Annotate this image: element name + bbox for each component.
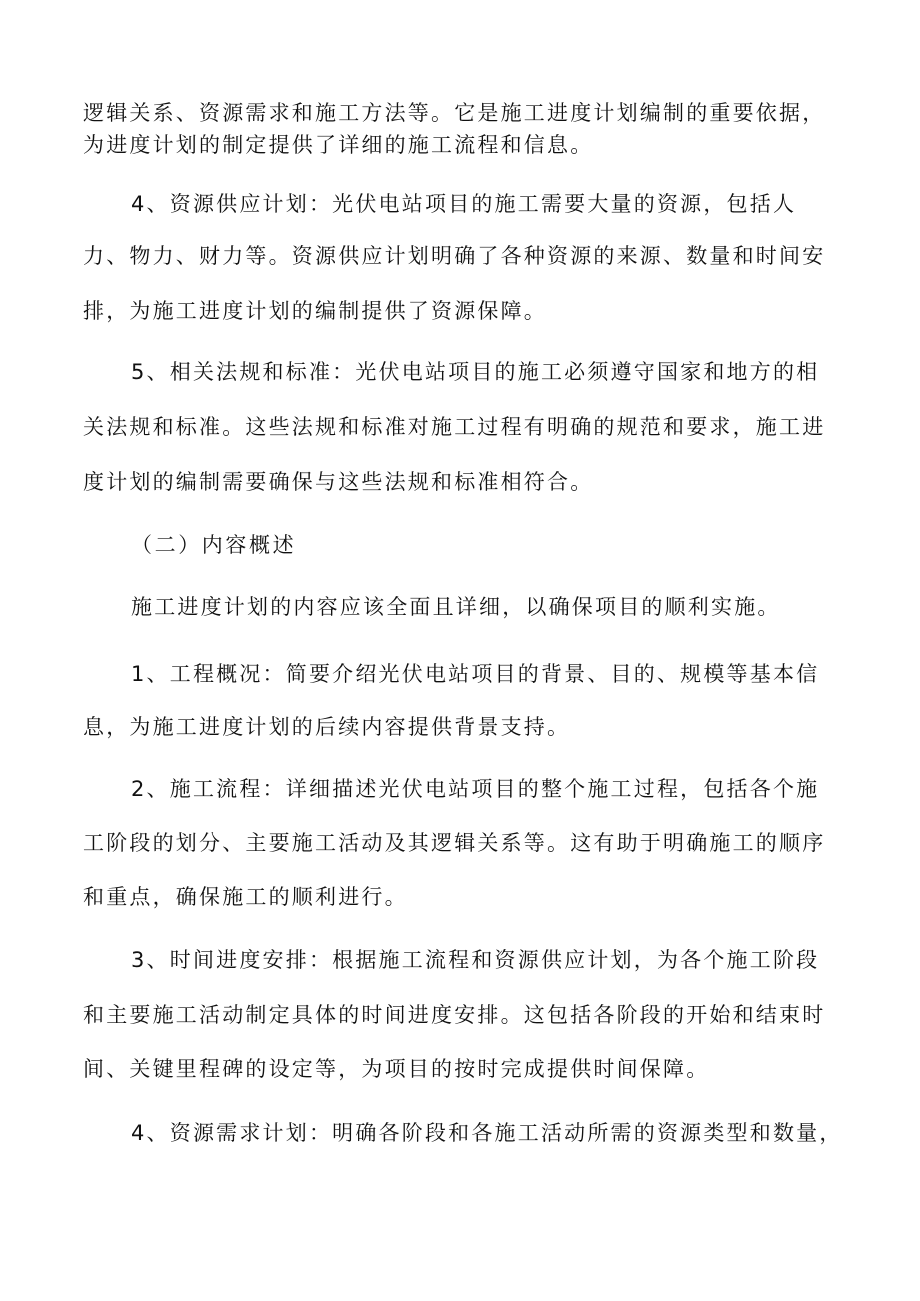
text-line: 1、工程概况：简要介绍光伏电站项目的背景、目的、规模等基本信 bbox=[131, 662, 820, 686]
text-line: 和重点，确保施工的顺利进行。 bbox=[83, 885, 408, 909]
text-line: 关法规和标准。这些法规和标准对施工过程有明确的规范和要求，施工进 bbox=[83, 415, 826, 439]
text-line: 间、关键里程碑的设定等，为项目的按时完成提供时间保障。 bbox=[83, 1057, 710, 1081]
text-line: 4、资源供应计划：光伏电站项目的施工需要大量的资源，包括人 bbox=[131, 192, 797, 216]
text-line: 逻辑关系、资源需求和施工方法等。它是施工进度计划编制的重要依据， bbox=[83, 101, 826, 125]
text-line: 息，为施工进度计划的后续内容提供背景支持。 bbox=[83, 715, 571, 739]
text-line: 4、资源需求计划：明确各阶段和各施工活动所需的资源类型和数量， bbox=[131, 1121, 843, 1145]
text-line: 排，为施工进度计划的编制提供了资源保障。 bbox=[83, 299, 547, 323]
text-line: 为进度计划的制定提供了详细的施工流程和信息。 bbox=[83, 133, 594, 157]
text-line: 3、时间进度安排：根据施工流程和资源供应计划，为各个施工阶段 bbox=[131, 948, 820, 972]
text-line: 2、施工流程：详细描述光伏电站项目的整个施工过程，包括各个施 bbox=[131, 777, 820, 801]
section-heading: （二）内容概述 bbox=[131, 533, 297, 557]
text-line: 和主要施工活动制定具体的时间进度安排。这包括各阶段的开始和结束时 bbox=[83, 1003, 826, 1027]
text-line: 度计划的编制需要确保与这些法规和标准相符合。 bbox=[83, 470, 594, 494]
section-intro: 施工进度计划的内容应该全面且详细，以确保项目的顺利实施。 bbox=[131, 595, 781, 619]
text-line: 工阶段的划分、主要施工活动及其逻辑关系等。这有助于明确施工的顺序 bbox=[83, 831, 826, 855]
text-line: 力、物力、财力等。资源供应计划明确了各种资源的来源、数量和时间安 bbox=[83, 244, 826, 268]
text-line: 5、相关法规和标准：光伏电站项目的施工必须遵守国家和地方的相 bbox=[131, 360, 820, 384]
